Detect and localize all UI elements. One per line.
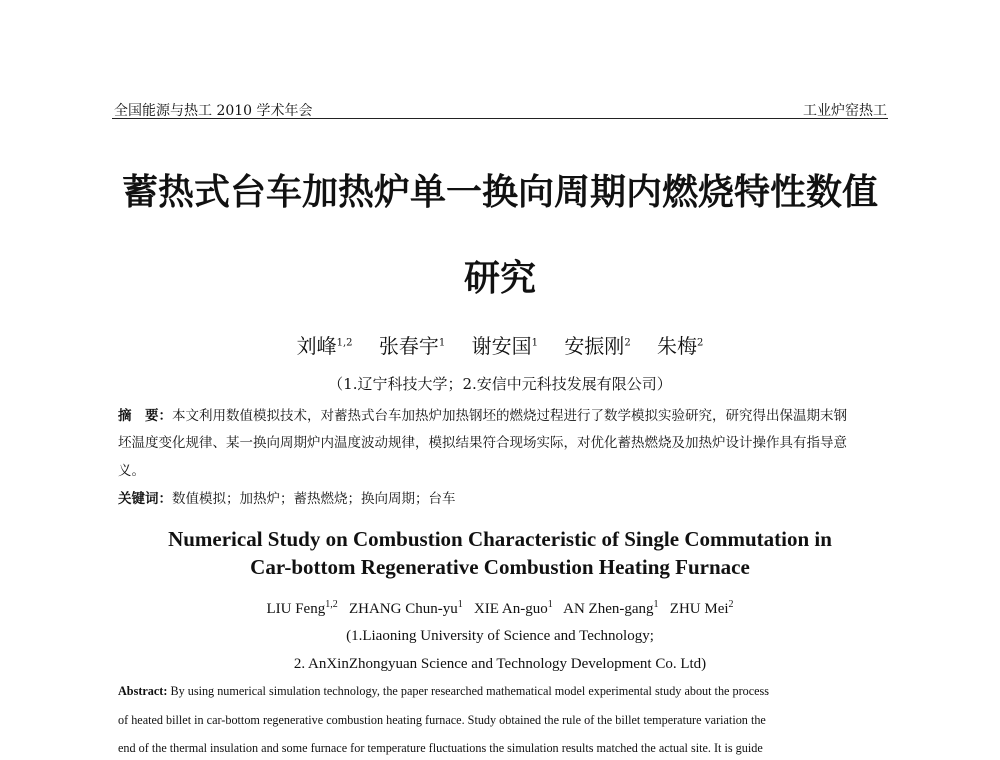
abstract-cn-line3: 义。	[118, 463, 145, 479]
abstract-en-line1: Abstract: By using numerical simulation technology, the paper researched mathematical model experimental study about the process	[118, 684, 770, 698]
header-conference: 全国能源与热工 2010 学术年会	[114, 103, 313, 119]
keywords-cn: 关键词：数值模拟；加热炉；蓄热燃烧；换向周期；台车	[118, 491, 456, 507]
authors-en: LIU Feng$^{1,2}$ ZHANG Chun-$yu^1$ XIE An-guo$^1$ AN Zhen-gang$^1$ ZHU Mei$^2$	[266, 599, 734, 617]
title-cn-line1: 蓄热式台车加热炉单一换向周期内燃烧特性数值	[121, 171, 878, 213]
affiliation-en-line1: (1.Liaoning University of Science and Technology;	[346, 628, 654, 644]
abstract-cn-line1: 摘 要：本文利用数值模拟技术，对蓄热式台车加热炉加热钢坯的燃烧过程进行了数学模拟实验研究，研究得出保温期末钢	[118, 408, 847, 424]
abstract-cn-line2: 坯温度变化规律、某一换向周期炉内温度波动规律，模拟结果符合现场实际，对优化蓄热燃烧及加热炉设计操作具有指导意	[118, 435, 847, 451]
affiliation-cn: （1.辽宁科技大学；2.安信中元科技发展有限公司）	[328, 375, 672, 393]
authors-cn: 刘峰$^{1,2}$ 张春宇$^1$ 谢安国$^1$ 安振刚$^2$ 朱梅$^2$	[296, 334, 704, 358]
title-en-line1: Numerical Study on Combustion Characteristic of Single Commutation in	[168, 527, 832, 551]
abstract-en-line3: end of the thermal insulation and some furnace for temperature fluctuations the simulation results matched the actual site. It is guide	[118, 741, 763, 755]
header-rule	[112, 118, 888, 119]
title-cn-line2: 研究	[463, 257, 536, 299]
title-en-line2: Car-bottom Regenerative Combustion Heating Furnace	[250, 555, 750, 579]
abstract-en-line2: of heated billet in car-bottom regenerative combustion heating furnace. Study obtained the rule of the billet temperature variation the	[118, 713, 766, 727]
header-section: 工业炉窑热工	[803, 103, 887, 119]
affiliation-en-line2: 2. AnXinZhongyuan Science and Technology Development Co. Ltd)	[293, 656, 707, 672]
